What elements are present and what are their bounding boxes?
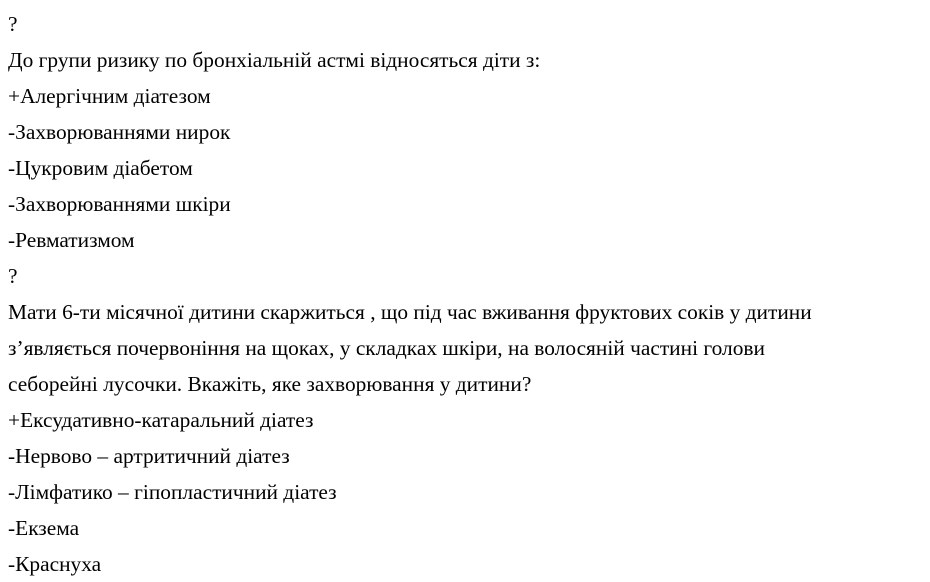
answer-option: -Захворюваннями нирок xyxy=(8,120,231,144)
answer-option: -Ревматизмом xyxy=(8,228,135,252)
question-marker: ? xyxy=(8,264,18,288)
answer-option: -Захворюваннями шкіри xyxy=(8,192,231,216)
question-block-1 xyxy=(8,6,926,258)
answer-option: -Цукровим діабетом xyxy=(8,156,193,180)
answer-option: +Ексудативно-катаральний діатез xyxy=(8,408,314,432)
answer-option: -Лімфатико – гіпопластичний діатез xyxy=(8,480,337,504)
question-text-line: з’являється почервоніння на щоках, у складках шкіри, на волосяній частині голови xyxy=(8,336,765,360)
answer-option: -Нервово – артритичний діатез xyxy=(8,444,290,468)
document-body xyxy=(8,6,926,582)
answer-option: -Краснуха xyxy=(8,552,102,576)
question-text-line: себорейні лусочки. Вкажіть, яке захворювання у дитини? xyxy=(8,372,532,396)
answer-option: +Алергічним діатезом xyxy=(8,84,211,108)
question-text-line: Мати 6-ти місячної дитини скаржиться , що під час вживання фруктових соків у дитини xyxy=(8,300,812,324)
question-block-2 xyxy=(8,258,926,582)
question-text: До групи ризику по бронхіальній астмі відносяться діти з: xyxy=(8,48,541,72)
question-marker: ? xyxy=(8,12,18,36)
answer-option: -Екзема xyxy=(8,516,80,540)
